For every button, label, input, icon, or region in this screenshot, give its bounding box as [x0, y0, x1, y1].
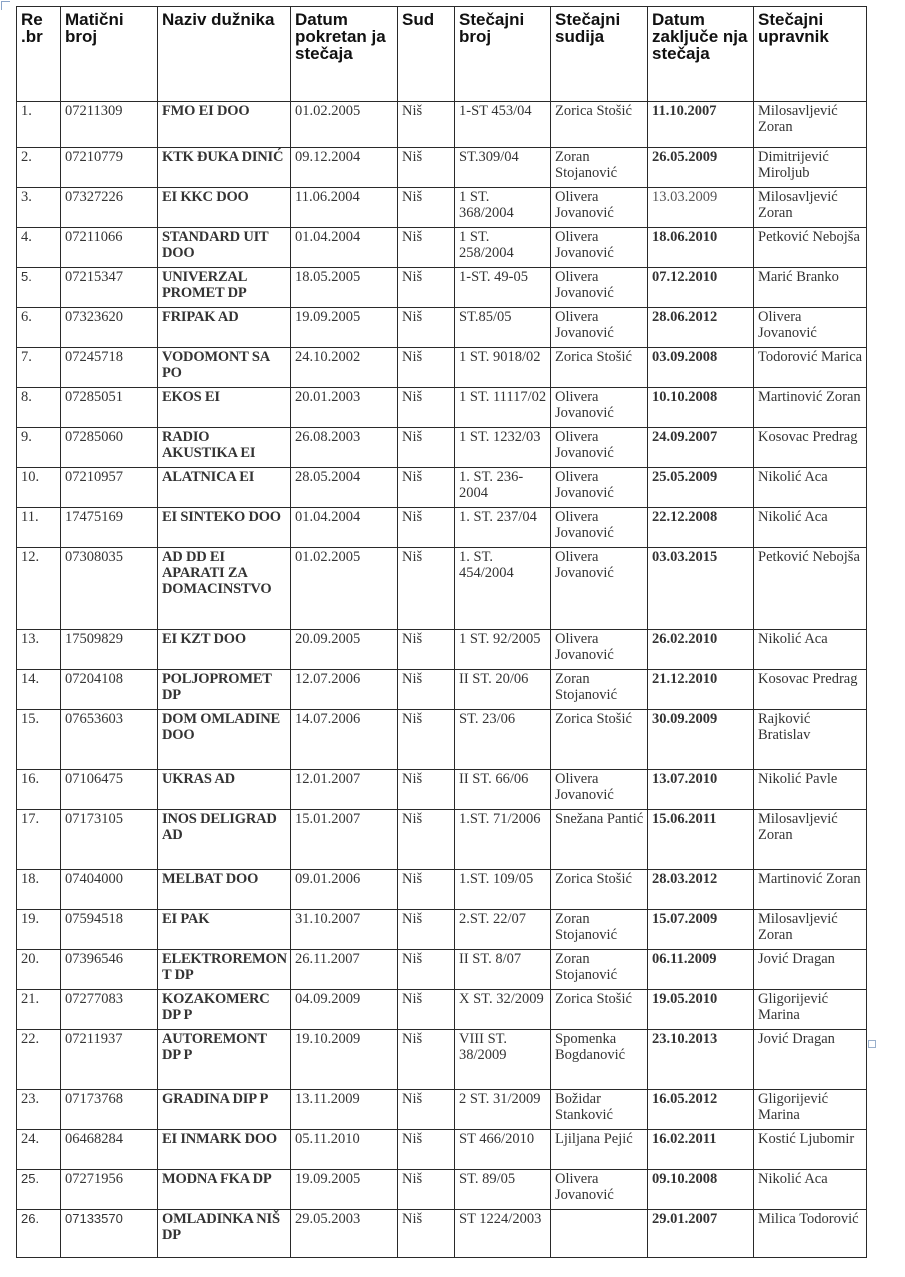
table-row: [17, 810, 867, 870]
cell-rb: 13.: [17, 630, 61, 670]
cell-datum-zakljucenja: 28.06.2012: [648, 308, 754, 348]
cell-datum-pokretanja: 09.12.2004: [291, 148, 398, 188]
bankruptcy-cases-table: [16, 6, 867, 1258]
cell-maticni-broj: 07285060: [61, 428, 158, 468]
cell-stecajni-upravnik: Milosavljević Zoran: [754, 910, 867, 950]
cell-stecajni-broj: 2.ST. 22/07: [455, 910, 551, 950]
table-row: [17, 388, 867, 428]
cell-sud: Niš: [398, 428, 455, 468]
cell-rb: 25.: [17, 1170, 61, 1210]
cell-rb: 20.: [17, 950, 61, 990]
cell-stecajni-upravnik: Dimitrijević Miroljub: [754, 148, 867, 188]
cell-stecajni-sudija: Olivera Jovanović: [551, 428, 648, 468]
cell-maticni-broj: 06468284: [61, 1130, 158, 1170]
cell-stecajni-broj: 1-ST 453/04: [455, 102, 551, 148]
cell-sud: Niš: [398, 770, 455, 810]
cell-stecajni-broj: 1. ST. 236-2004: [455, 468, 551, 508]
cell-maticni-broj: 07308035: [61, 548, 158, 630]
cell-sud: Niš: [398, 950, 455, 990]
cell-datum-zakljucenja: 03.03.2015: [648, 548, 754, 630]
cell-naziv-duznika: FRIPAK AD: [158, 308, 291, 348]
cell-maticni-broj: 17509829: [61, 630, 158, 670]
cell-stecajni-sudija: Olivera Jovanović: [551, 188, 648, 228]
cell-stecajni-upravnik: Nikolić Aca: [754, 1170, 867, 1210]
cell-stecajni-sudija: Olivera Jovanović: [551, 508, 648, 548]
header-sud: Sud: [398, 7, 455, 102]
cell-datum-zakljucenja: 30.09.2009: [648, 710, 754, 770]
cell-datum-pokretanja: 01.02.2005: [291, 102, 398, 148]
cell-maticni-broj: 07204108: [61, 670, 158, 710]
cell-naziv-duznika: AUTOREMONT DP P: [158, 1030, 291, 1090]
cell-datum-pokretanja: 19.09.2005: [291, 1170, 398, 1210]
table-row: [17, 228, 867, 268]
cell-rb: 26.: [17, 1210, 61, 1258]
table-row: [17, 910, 867, 950]
cell-maticni-broj: 07211309: [61, 102, 158, 148]
cell-stecajni-upravnik: Rajković Bratislav: [754, 710, 867, 770]
cell-rb: 17.: [17, 810, 61, 870]
cell-naziv-duznika: EI KKC DOO: [158, 188, 291, 228]
cell-datum-pokretanja: 26.11.2007: [291, 950, 398, 990]
cell-rb: 11.: [17, 508, 61, 548]
cell-stecajni-upravnik: Todorović Marica: [754, 348, 867, 388]
cell-naziv-duznika: EKOS EI: [158, 388, 291, 428]
cell-datum-pokretanja: 09.01.2006: [291, 870, 398, 910]
table-row: [17, 990, 867, 1030]
table-row: [17, 710, 867, 770]
cell-naziv-duznika: RADIO AKUSTIKA EI: [158, 428, 291, 468]
cell-datum-zakljucenja: 21.12.2010: [648, 670, 754, 710]
cell-maticni-broj: 07211937: [61, 1030, 158, 1090]
cell-stecajni-broj: VIII ST. 38/2009: [455, 1030, 551, 1090]
cell-maticni-broj: 07404000: [61, 870, 158, 910]
cell-sud: Niš: [398, 268, 455, 308]
table-row: [17, 770, 867, 810]
header-naziv-duznika: Naziv dužnika: [158, 7, 291, 102]
cell-maticni-broj: 07215347: [61, 268, 158, 308]
cell-stecajni-upravnik: Olivera Jovanović: [754, 308, 867, 348]
cell-datum-pokretanja: 12.07.2006: [291, 670, 398, 710]
cell-sud: Niš: [398, 870, 455, 910]
cell-rb: 14.: [17, 670, 61, 710]
cell-datum-pokretanja: 13.11.2009: [291, 1090, 398, 1130]
cell-stecajni-upravnik: Nikolić Pavle: [754, 770, 867, 810]
cell-sud: Niš: [398, 710, 455, 770]
cell-stecajni-upravnik: Marić Branko: [754, 268, 867, 308]
cell-naziv-duznika: KOZAKOMERC DP P: [158, 990, 291, 1030]
cell-maticni-broj: 07653603: [61, 710, 158, 770]
table-row: [17, 950, 867, 990]
cell-sud: Niš: [398, 630, 455, 670]
cell-rb: 19.: [17, 910, 61, 950]
cell-naziv-duznika: MELBAT DOO: [158, 870, 291, 910]
cell-stecajni-upravnik: Milosavljević Zoran: [754, 102, 867, 148]
cell-sud: Niš: [398, 670, 455, 710]
cell-stecajni-broj: ST. 23/06: [455, 710, 551, 770]
cell-sud: Niš: [398, 508, 455, 548]
cell-maticni-broj: 07271956: [61, 1170, 158, 1210]
cell-stecajni-broj: 1 ST. 258/2004: [455, 228, 551, 268]
header-stecajni-broj: Stečajni broj: [455, 7, 551, 102]
cell-datum-zakljucenja: 09.10.2008: [648, 1170, 754, 1210]
table-row: [17, 670, 867, 710]
cell-stecajni-broj: 1. ST. 454/2004: [455, 548, 551, 630]
cell-stecajni-sudija: Olivera Jovanović: [551, 1170, 648, 1210]
cell-maticni-broj: 07210779: [61, 148, 158, 188]
cell-stecajni-broj: 1.ST. 71/2006: [455, 810, 551, 870]
cell-datum-zakljucenja: 24.09.2007: [648, 428, 754, 468]
cell-naziv-duznika: EI INMARK DOO: [158, 1130, 291, 1170]
cell-sud: Niš: [398, 910, 455, 950]
cell-stecajni-broj: 1 ST. 1232/03: [455, 428, 551, 468]
cell-datum-zakljucenja: 23.10.2013: [648, 1030, 754, 1090]
cell-datum-zakljucenja: 13.03.2009: [648, 188, 754, 228]
cell-rb: 24.: [17, 1130, 61, 1170]
cell-naziv-duznika: DOM OMLADINE DOO: [158, 710, 291, 770]
header-stecajni-upravnik: Stečajni upravnik: [754, 7, 867, 102]
cell-stecajni-broj: 1-ST. 49-05: [455, 268, 551, 308]
cell-datum-zakljucenja: 18.06.2010: [648, 228, 754, 268]
table-body: [17, 102, 867, 1258]
header-maticni-broj: Matični broj: [61, 7, 158, 102]
cell-stecajni-sudija: Ljiljana Pejić: [551, 1130, 648, 1170]
table-row: [17, 1210, 867, 1258]
header-stecajni-sudija: Stečajni sudija: [551, 7, 648, 102]
cell-rb: 15.: [17, 710, 61, 770]
table-row: [17, 428, 867, 468]
cell-stecajni-broj: 1.ST. 109/05: [455, 870, 551, 910]
cell-stecajni-broj: II ST. 66/06: [455, 770, 551, 810]
table-row: [17, 468, 867, 508]
cell-rb: 22.: [17, 1030, 61, 1090]
table-row: [17, 1030, 867, 1090]
cell-stecajni-sudija: Olivera Jovanović: [551, 548, 648, 630]
cell-sud: Niš: [398, 810, 455, 870]
cell-stecajni-broj: ST 1224/2003: [455, 1210, 551, 1258]
cell-sud: Niš: [398, 1170, 455, 1210]
cell-datum-zakljucenja: 19.05.2010: [648, 990, 754, 1030]
cell-sud: Niš: [398, 990, 455, 1030]
cell-stecajni-sudija: Olivera Jovanović: [551, 268, 648, 308]
cell-datum-pokretanja: 20.09.2005: [291, 630, 398, 670]
cell-stecajni-upravnik: Martinović Zoran: [754, 388, 867, 428]
cell-sud: Niš: [398, 148, 455, 188]
cell-datum-zakljucenja: 26.05.2009: [648, 148, 754, 188]
table-row: [17, 508, 867, 548]
cell-stecajni-sudija: Spomenka Bogdanović: [551, 1030, 648, 1090]
cell-rb: 23.: [17, 1090, 61, 1130]
cell-rb: 2.: [17, 148, 61, 188]
table-row: [17, 268, 867, 308]
cell-stecajni-sudija: Olivera Jovanović: [551, 388, 648, 428]
cell-naziv-duznika: UNIVERZAL PROMET DP: [158, 268, 291, 308]
table-row: [17, 1170, 867, 1210]
cell-datum-pokretanja: 01.04.2004: [291, 228, 398, 268]
cell-naziv-duznika: OMLADINKA NIŠ DP: [158, 1210, 291, 1258]
cell-stecajni-broj: ST.309/04: [455, 148, 551, 188]
cell-datum-pokretanja: 19.09.2005: [291, 308, 398, 348]
cell-maticni-broj: 07327226: [61, 188, 158, 228]
table-row: [17, 102, 867, 148]
cell-datum-zakljucenja: 10.10.2008: [648, 388, 754, 428]
cell-datum-pokretanja: 04.09.2009: [291, 990, 398, 1030]
cell-naziv-duznika: ELEKTROREMONT DP: [158, 950, 291, 990]
cell-rb: 1.: [17, 102, 61, 148]
cell-stecajni-sudija: Božidar Stanković: [551, 1090, 648, 1130]
page-end-mark: [868, 1040, 876, 1048]
cell-maticni-broj: 07396546: [61, 950, 158, 990]
cell-sud: Niš: [398, 228, 455, 268]
cell-stecajni-broj: ST 466/2010: [455, 1130, 551, 1170]
cell-stecajni-upravnik: Nikolić Aca: [754, 508, 867, 548]
cell-rb: 9.: [17, 428, 61, 468]
cell-naziv-duznika: EI SINTEKO DOO: [158, 508, 291, 548]
cell-datum-zakljucenja: 16.05.2012: [648, 1090, 754, 1130]
cell-datum-pokretanja: 24.10.2002: [291, 348, 398, 388]
cell-stecajni-sudija: Snežana Pantić: [551, 810, 648, 870]
header-rb: Re .br: [17, 7, 61, 102]
cell-stecajni-upravnik: Jović Dragan: [754, 950, 867, 990]
cell-stecajni-broj: II ST. 20/06: [455, 670, 551, 710]
cell-stecajni-sudija: [551, 1210, 648, 1258]
cell-datum-pokretanja: 26.08.2003: [291, 428, 398, 468]
cell-sud: Niš: [398, 1130, 455, 1170]
cell-sud: Niš: [398, 1210, 455, 1258]
table-row: [17, 1090, 867, 1130]
cell-stecajni-upravnik: Petković Nebojša: [754, 548, 867, 630]
cell-naziv-duznika: UKRAS AD: [158, 770, 291, 810]
cell-datum-pokretanja: 28.05.2004: [291, 468, 398, 508]
cell-datum-pokretanja: 11.06.2004: [291, 188, 398, 228]
cell-naziv-duznika: AD DD EI APARATI ZA DOMACINSTVO: [158, 548, 291, 630]
table-row: [17, 188, 867, 228]
cell-stecajni-sudija: Olivera Jovanović: [551, 770, 648, 810]
cell-datum-pokretanja: 31.10.2007: [291, 910, 398, 950]
cell-datum-zakljucenja: 06.11.2009: [648, 950, 754, 990]
cell-naziv-duznika: EI PAK: [158, 910, 291, 950]
cell-stecajni-sudija: Zorica Stošić: [551, 990, 648, 1030]
cell-stecajni-broj: 1 ST. 11117/02: [455, 388, 551, 428]
cell-naziv-duznika: VODOMONT SA PO: [158, 348, 291, 388]
header-datum-zakljucenja: Datum zaključe nja stečaja: [648, 7, 754, 102]
cell-datum-zakljucenja: 16.02.2011: [648, 1130, 754, 1170]
cell-maticni-broj: 07323620: [61, 308, 158, 348]
cell-datum-zakljucenja: 13.07.2010: [648, 770, 754, 810]
table-row: [17, 348, 867, 388]
cell-stecajni-sudija: Zorica Stošić: [551, 102, 648, 148]
cell-stecajni-broj: 1 ST. 9018/02: [455, 348, 551, 388]
cell-maticni-broj: 07173768: [61, 1090, 158, 1130]
cell-sud: Niš: [398, 1090, 455, 1130]
cell-datum-pokretanja: 15.01.2007: [291, 810, 398, 870]
cell-stecajni-sudija: Olivera Jovanović: [551, 308, 648, 348]
cell-stecajni-upravnik: Petković Nebojša: [754, 228, 867, 268]
cell-stecajni-upravnik: Jović Dragan: [754, 1030, 867, 1090]
cell-naziv-duznika: KTK ĐUKA DINIĆ: [158, 148, 291, 188]
cell-naziv-duznika: GRADINA DIP P: [158, 1090, 291, 1130]
table-row: [17, 148, 867, 188]
cell-maticni-broj: 07210957: [61, 468, 158, 508]
cell-datum-pokretanja: 05.11.2010: [291, 1130, 398, 1170]
header-datum-pokretanja: Datum pokretan ja stečaja: [291, 7, 398, 102]
cell-stecajni-sudija: Zoran Stojanović: [551, 910, 648, 950]
page-corner-mark: [1, 1, 10, 10]
table-row: [17, 1130, 867, 1170]
cell-rb: 10.: [17, 468, 61, 508]
cell-sud: Niš: [398, 348, 455, 388]
cell-rb: 21.: [17, 990, 61, 1030]
table-header: [17, 7, 867, 102]
cell-rb: 5.: [17, 268, 61, 308]
cell-datum-pokretanja: 18.05.2005: [291, 268, 398, 308]
cell-stecajni-upravnik: Nikolić Aca: [754, 630, 867, 670]
cell-sud: Niš: [398, 308, 455, 348]
cell-datum-zakljucenja: 15.06.2011: [648, 810, 754, 870]
cell-stecajni-broj: ST.85/05: [455, 308, 551, 348]
cell-rb: 7.: [17, 348, 61, 388]
cell-stecajni-upravnik: Milosavljević Zoran: [754, 188, 867, 228]
cell-stecajni-sudija: Olivera Jovanović: [551, 468, 648, 508]
cell-naziv-duznika: INOS DELIGRAD AD: [158, 810, 291, 870]
cell-sud: Niš: [398, 548, 455, 630]
cell-datum-pokretanja: 01.04.2004: [291, 508, 398, 548]
cell-naziv-duznika: POLJOPROMET DP: [158, 670, 291, 710]
cell-datum-pokretanja: 01.02.2005: [291, 548, 398, 630]
cell-stecajni-broj: ST. 89/05: [455, 1170, 551, 1210]
cell-stecajni-broj: 1 ST. 92/2005: [455, 630, 551, 670]
table-row: [17, 548, 867, 630]
cell-maticni-broj: 07173105: [61, 810, 158, 870]
cell-rb: 4.: [17, 228, 61, 268]
cell-datum-zakljucenja: 22.12.2008: [648, 508, 754, 548]
cell-sud: Niš: [398, 388, 455, 428]
cell-datum-zakljucenja: 03.09.2008: [648, 348, 754, 388]
cell-stecajni-upravnik: Nikolić Aca: [754, 468, 867, 508]
cell-naziv-duznika: STANDARD UIT DOO: [158, 228, 291, 268]
table-row: [17, 870, 867, 910]
cell-stecajni-upravnik: Milosavljević Zoran: [754, 810, 867, 870]
cell-stecajni-sudija: Olivera Jovanović: [551, 630, 648, 670]
cell-stecajni-sudija: Olivera Jovanović: [551, 228, 648, 268]
cell-maticni-broj: 07133570: [61, 1210, 158, 1258]
cell-stecajni-upravnik: Kosovac Predrag: [754, 428, 867, 468]
cell-stecajni-broj: II ST. 8/07: [455, 950, 551, 990]
cell-stecajni-sudija: Zoran Stojanović: [551, 950, 648, 990]
cell-maticni-broj: 07211066: [61, 228, 158, 268]
cell-naziv-duznika: MODNA FKA DP: [158, 1170, 291, 1210]
cell-datum-zakljucenja: 29.01.2007: [648, 1210, 754, 1258]
cell-datum-zakljucenja: 11.10.2007: [648, 102, 754, 148]
cell-naziv-duznika: FMO EI DOO: [158, 102, 291, 148]
cell-stecajni-sudija: Zoran Stojanović: [551, 670, 648, 710]
cell-stecajni-broj: 1. ST. 237/04: [455, 508, 551, 548]
cell-datum-pokretanja: 12.01.2007: [291, 770, 398, 810]
cell-maticni-broj: 07285051: [61, 388, 158, 428]
cell-rb: 16.: [17, 770, 61, 810]
cell-stecajni-broj: X ST. 32/2009: [455, 990, 551, 1030]
cell-rb: 12.: [17, 548, 61, 630]
cell-datum-zakljucenja: 07.12.2010: [648, 268, 754, 308]
table-row: [17, 308, 867, 348]
cell-datum-zakljucenja: 28.03.2012: [648, 870, 754, 910]
cell-stecajni-sudija: Zorica Stošić: [551, 870, 648, 910]
cell-sud: Niš: [398, 188, 455, 228]
cell-stecajni-sudija: Zorica Stošić: [551, 710, 648, 770]
cell-datum-zakljucenja: 26.02.2010: [648, 630, 754, 670]
cell-maticni-broj: 07106475: [61, 770, 158, 810]
cell-naziv-duznika: ALATNICA EI: [158, 468, 291, 508]
cell-rb: 8.: [17, 388, 61, 428]
cell-sud: Niš: [398, 1030, 455, 1090]
cell-stecajni-broj: 1 ST. 368/2004: [455, 188, 551, 228]
cell-sud: Niš: [398, 102, 455, 148]
cell-stecajni-upravnik: Gligorijević Marina: [754, 990, 867, 1030]
cell-rb: 6.: [17, 308, 61, 348]
cell-stecajni-upravnik: Martinović Zoran: [754, 870, 867, 910]
cell-sud: Niš: [398, 468, 455, 508]
cell-datum-zakljucenja: 25.05.2009: [648, 468, 754, 508]
cell-datum-zakljucenja: 15.07.2009: [648, 910, 754, 950]
cell-stecajni-upravnik: Milica Todorović: [754, 1210, 867, 1258]
cell-stecajni-broj: 2 ST. 31/2009: [455, 1090, 551, 1130]
cell-maticni-broj: 07277083: [61, 990, 158, 1030]
cell-maticni-broj: 17475169: [61, 508, 158, 548]
cell-stecajni-sudija: Zorica Stošić: [551, 348, 648, 388]
header-row: [17, 7, 867, 102]
cell-datum-pokretanja: 29.05.2003: [291, 1210, 398, 1258]
cell-maticni-broj: 07594518: [61, 910, 158, 950]
cell-rb: 18.: [17, 870, 61, 910]
cell-stecajni-sudija: Zoran Stojanović: [551, 148, 648, 188]
cell-maticni-broj: 07245718: [61, 348, 158, 388]
cell-stecajni-upravnik: Kosovac Predrag: [754, 670, 867, 710]
cell-naziv-duznika: EI KZT DOO: [158, 630, 291, 670]
cell-datum-pokretanja: 14.07.2006: [291, 710, 398, 770]
table-row: [17, 630, 867, 670]
cell-stecajni-upravnik: Gligorijević Marina: [754, 1090, 867, 1130]
cell-stecajni-upravnik: Kostić Ljubomir: [754, 1130, 867, 1170]
cell-datum-pokretanja: 20.01.2003: [291, 388, 398, 428]
cell-datum-pokretanja: 19.10.2009: [291, 1030, 398, 1090]
cell-rb: 3.: [17, 188, 61, 228]
